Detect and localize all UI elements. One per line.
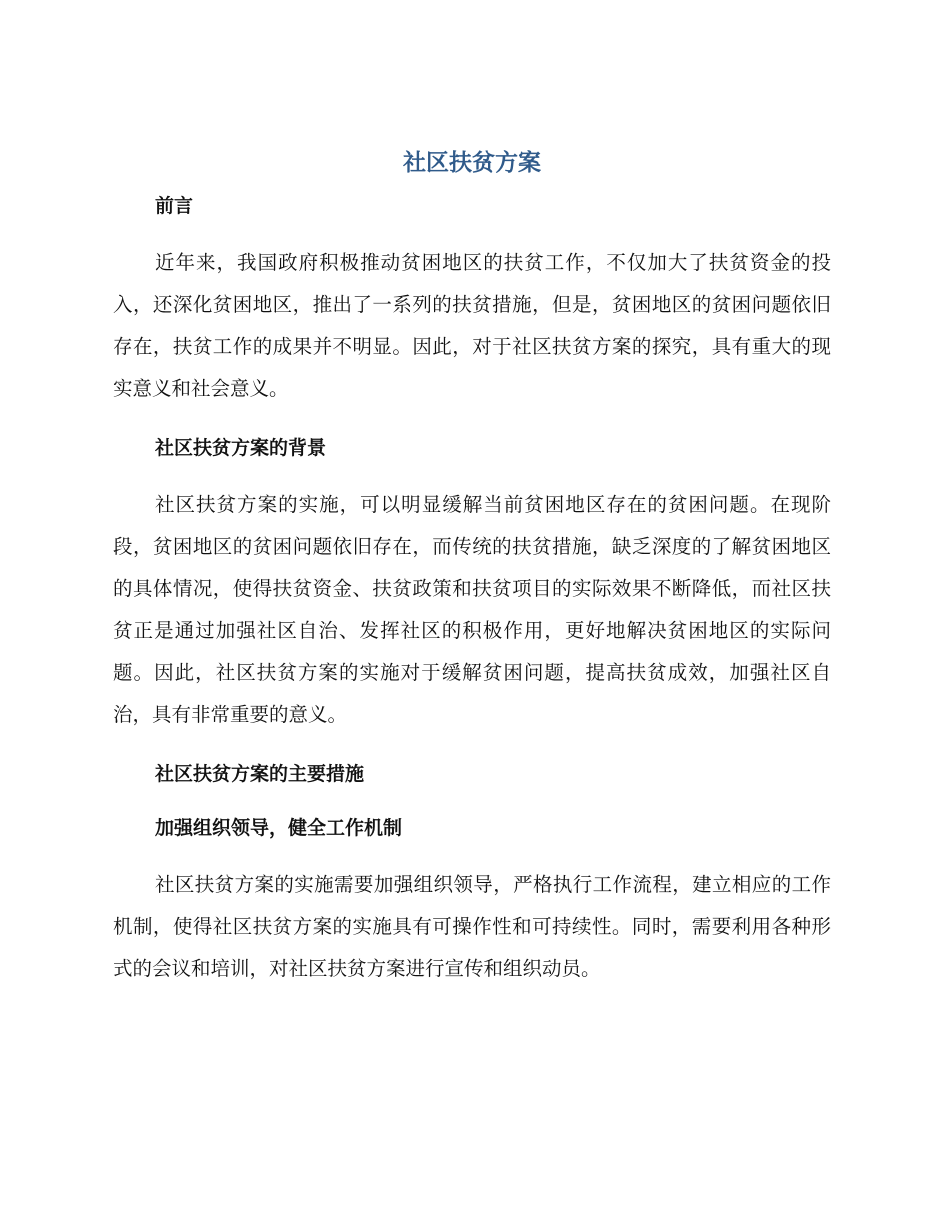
section-heading-foreword: 前言 <box>155 195 194 217</box>
paragraph-background: 社区扶贫方案的实施，可以明显缓解当前贫困地区存在的贫困问题。在现阶段，贫困地区的贫困问题依旧存在，而传统的扶贫措施，缺乏深度的了解贫困地区的具体情况，使得扶贫资金、扶贫政策和扶贫项目的实际效果不断降低，而社区扶贫正是通过加强社区自治、发挥社区的积极作用，更好地解决贫困地区的实际问题。因此，社区扶贫方案的实施对于缓解贫困问题，提高扶贫成效，加强社区自治，具有非常重要的意义。 <box>113 493 831 726</box>
section-heading-background: 社区扶贫方案的背景 <box>155 437 327 459</box>
section-heading-main-measures: 社区扶贫方案的主要措施 <box>155 763 365 785</box>
paragraph-foreword: 近年来，我国政府积极推动贫困地区的扶贫工作，不仅加大了扶贫资金的投入，还深化贫困地区，推出了一系列的扶贫措施，但是，贫困地区的贫困问题依旧存在，扶贫工作的成果并不明显。因此，对于社区扶贫方案的探究，具有重大的现实意义和社会意义。 <box>113 251 831 400</box>
subsection-heading-leadership: 加强组织领导，健全工作机制 <box>155 817 403 839</box>
paragraph-leadership: 社区扶贫方案的实施需要加强组织领导，严格执行工作流程，建立相应的工作机制，使得社区扶贫方案的实施具有可操作性和可持续性。同时，需要利用各种形式的会议和培训，对社区扶贫方案进行宣传和组织动员。 <box>113 873 831 980</box>
document-body <box>113 143 831 990</box>
document-title: 社区扶贫方案 <box>403 150 541 176</box>
